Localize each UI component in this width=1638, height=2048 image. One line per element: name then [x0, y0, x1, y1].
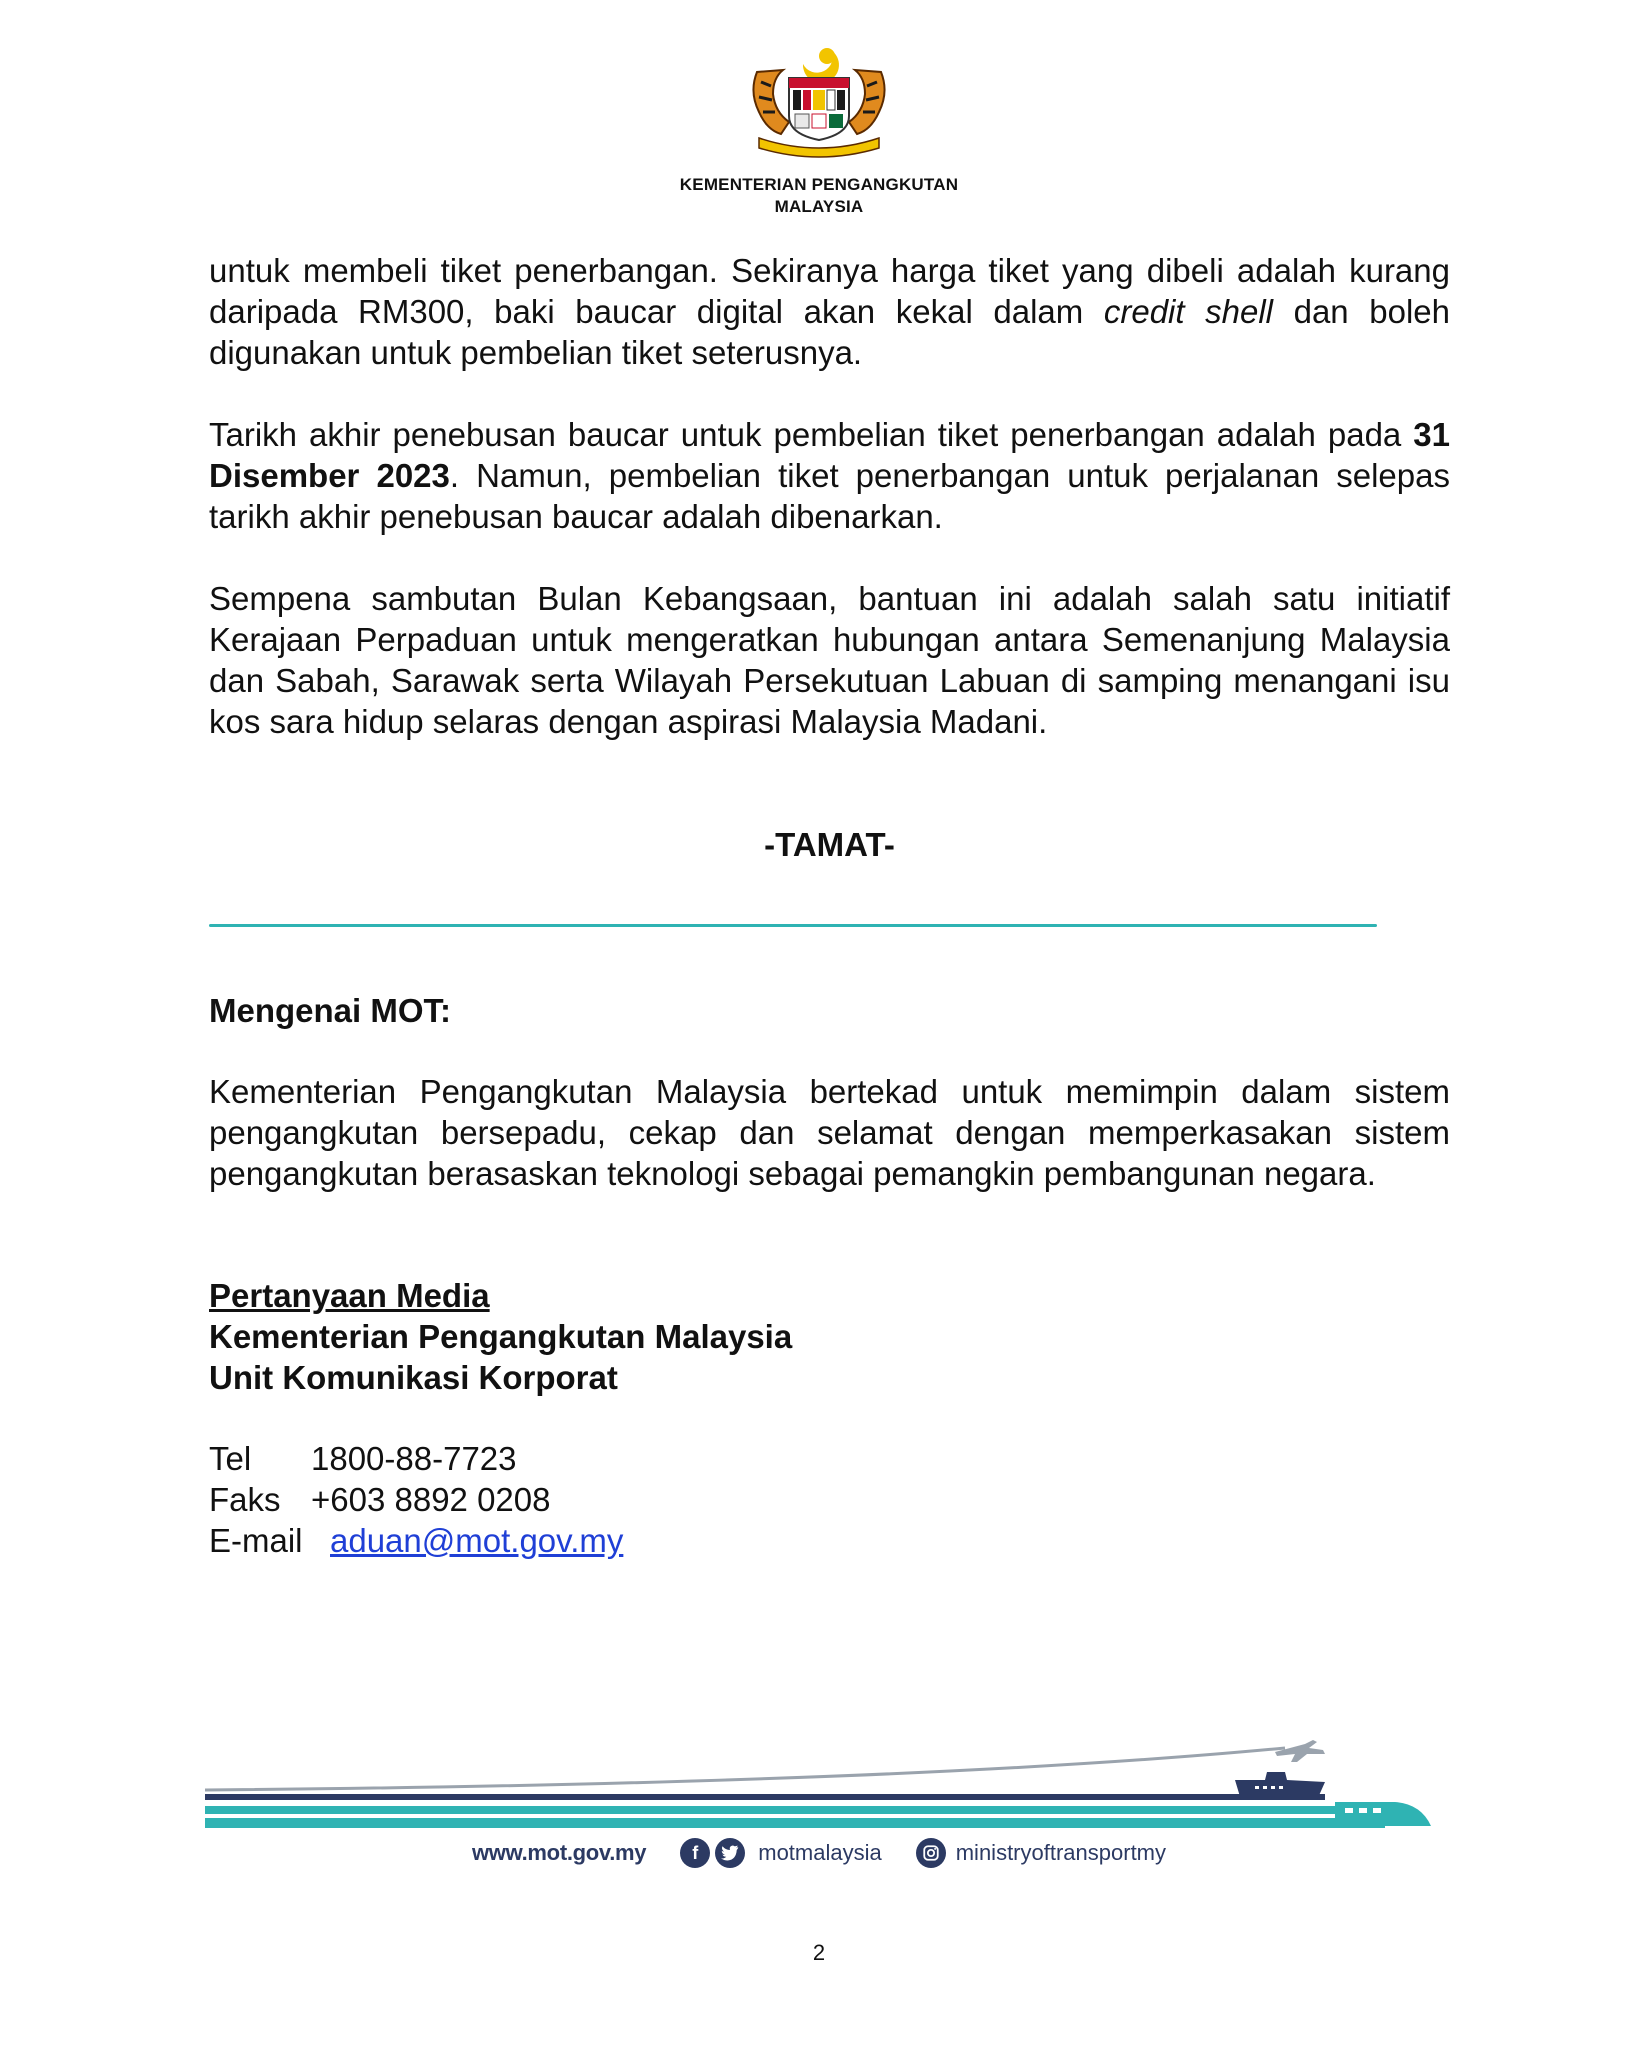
tel-row [209, 1438, 623, 1479]
fax-value: +603 8892 0208 [311, 1481, 551, 1518]
email-row [209, 1520, 623, 1561]
contact-details [209, 1438, 623, 1561]
email-link[interactable]: aduan@mot.gov.my [330, 1522, 624, 1559]
instagram-icon[interactable] [916, 1838, 946, 1868]
deadline-date: 31 Disember 2023 [209, 416, 1450, 494]
media-heading: Pertanyaan Media [209, 1277, 490, 1314]
ministry-name-line2: MALAYSIA [774, 197, 864, 216]
letterhead [0, 42, 1638, 218]
paragraph-redemption-deadline: Tarikh akhir penebusan baucar untuk pembelian tiket penerbangan adalah pada 31 Disember 2023. Namun, pembelian tiket penerbangan untuk perjalanan selepas tarikh akhir penebusan baucar adalah dibenarkan. [209, 416, 1450, 535]
about-text: Kementerian Pengangkutan Malaysia bertekad untuk memimpin dalam sistem pengangkutan bersepadu, cekap dan selamat dengan memperkasakan sistem pengangkutan berasaskan teknologi sebagai pemangkin pembangunan negara. [209, 1073, 1450, 1192]
twitter-icon[interactable] [715, 1838, 745, 1868]
about-heading: Mengenai MOT: [209, 992, 452, 1029]
paragraph-initiative: Sempena sambutan Bulan Kebangsaan, bantuan ini adalah salah satu initiatif Kerajaan Perpaduan untuk mengeratkan hubungan antara Semenanjung Malaysia dan Sabah, Sarawak serta Wilayah Persekutuan Labuan di samping menangani isu kos sara hidup selaras dengan aspirasi Malaysia Madani. [209, 580, 1450, 740]
paragraph-voucher-usage: untuk membeli tiket penerbangan. Sekiranya harga tiket yang dibeli adalah kurang daripada RM300, baki baucar digital akan kekal dalam credit shell dan boleh digunakan untuk pembelian tiket seterusnya. [209, 252, 1450, 371]
website-link[interactable]: www.mot.gov.my [471, 1840, 647, 1865]
media-org: Kementerian Pengangkutan Malaysia [209, 1318, 793, 1355]
instagram-handle[interactable]: ministryoftransportmy [955, 1840, 1167, 1865]
end-marker: -TAMAT- [764, 826, 895, 863]
tel-label: Tel [209, 1440, 252, 1477]
fax-label: Faks [209, 1481, 281, 1518]
fax-row [209, 1479, 623, 1520]
credit-shell-term: credit shell [1103, 293, 1274, 330]
divider [209, 924, 1377, 927]
fb-twitter-handle[interactable]: motmalaysia [758, 1840, 882, 1865]
airplane-icon [1275, 1740, 1325, 1762]
crest-icon [739, 42, 899, 160]
tel-value: 1800-88-7723 [311, 1440, 517, 1477]
train-icon [1335, 1802, 1431, 1826]
ministry-name-line1: KEMENTERIAN PENGANGKUTAN [679, 175, 959, 194]
press-release-body [209, 250, 1450, 865]
transport-footer-graphic [205, 1740, 1445, 1830]
media-unit: Unit Komunikasi Korporat [209, 1359, 618, 1396]
media-contact-block [209, 1275, 792, 1398]
ship-icon [1235, 1772, 1325, 1800]
facebook-icon[interactable]: f [680, 1838, 710, 1868]
page-number: 2 [812, 1940, 826, 1965]
footer-links [0, 1838, 1638, 1868]
email-label: E-mail [209, 1522, 303, 1559]
